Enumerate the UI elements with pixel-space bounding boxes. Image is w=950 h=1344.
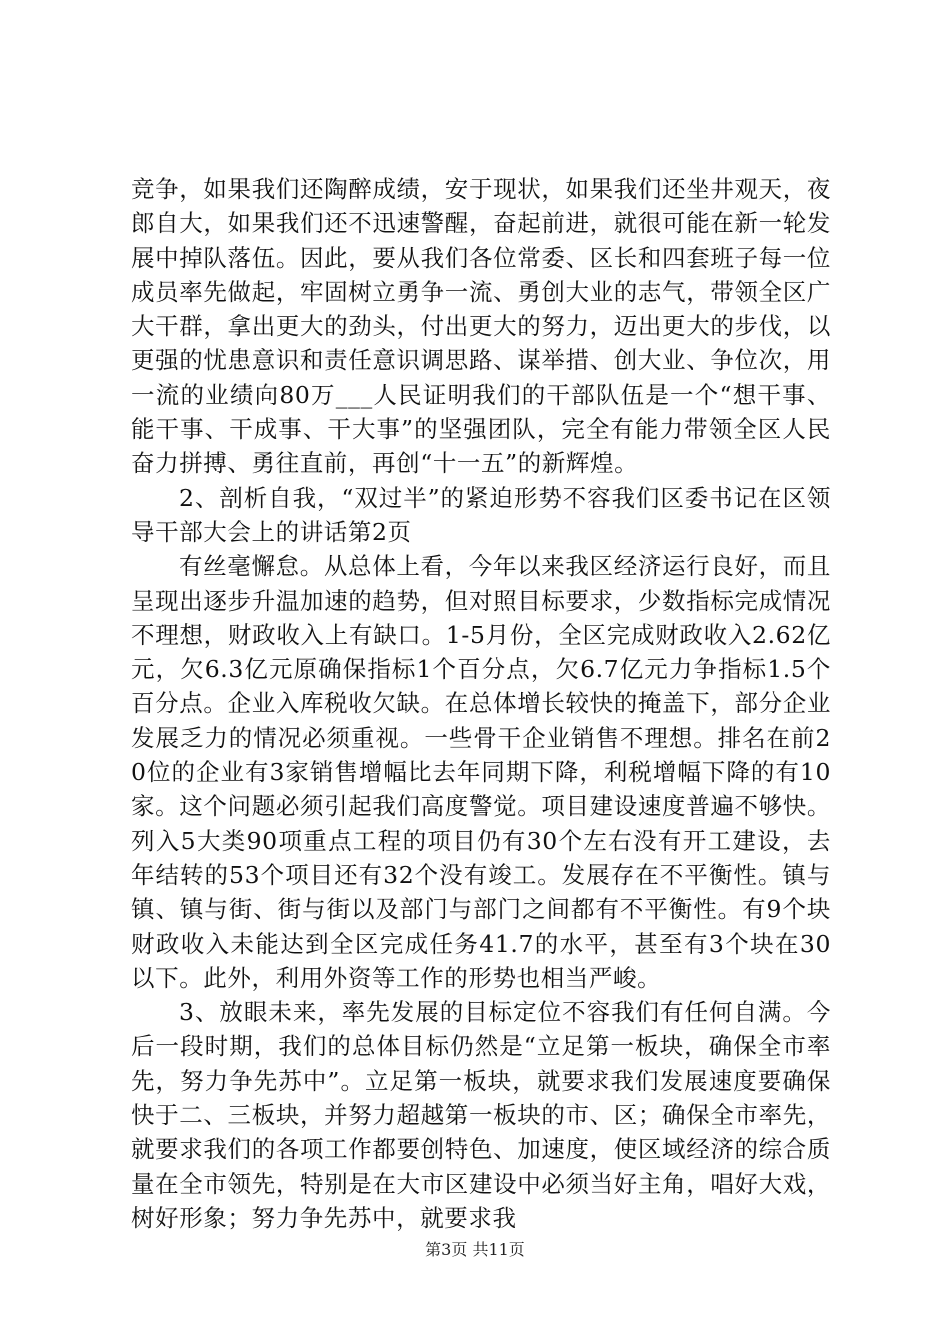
page-footer: 第3页 共11页 [425, 1240, 525, 1259]
paragraph-1: 竞争，如果我们还陶醉成绩，安于现状，如果我们还坐井观天，夜郎自大，如果我们还不迅速警醒，奋起前进，就很可能在新一轮发展中掉队落伍。因此，要从我们各位常委、区长和四套班子每一位成员率先做起，牢固树立勇争一流、勇创大业的志气，带领全区广大干群，拿出更大的劲头，付出更大的努力，迈出更大的步伐，以更强的忧患意识和责任意识调思路、谋举措、创大业、争位次，用一流的业绩向80万___人民证明我们的干部队伍是一个“想干事、能干事、干成事、干大事”的坚强团队，完全有能力带领全区人民奋力拼搏、勇往直前，再创“十一五”的新辉煌。 [131, 175, 831, 478]
paragraph-2: 2、剖析自我，“双过半”的紧迫形势不容我们区委书记在区领导干部大会上的讲话第2页 [131, 483, 831, 546]
body-text [131, 172, 831, 1235]
paragraph-3: 有丝毫懈怠。从总体上看，今年以来我区经济运行良好，而且呈现出逐步升温加速的趋势，但对照目标要求，少数指标完成情况不理想，财政收入上有缺口。1-5月份，全区完成财政收入2.62亿元，欠6.3亿元原确保指标1个百分点，欠6.7亿元力争指标1.5个百分点。企业入库税收欠缺。在总体增长较快的掩盖下，部分企业发展乏力的情况必须重视。一些骨干企业销售不理想。排名在前20位的企业有3家销售增幅比去年同期下降，利税增幅下降的有10家。这个问题必须引起我们高度警觉。项目建设速度普遍不够快。列入5大类90项重点工程的项目仍有30个左右没有开工建设，去年结转的53个项目还有32个没有竣工。发展存在不平衡性。镇与镇、镇与街、街与街以及部门与部门之间都有不平衡性。有9个块财政收入未能达到全区完成任务41.7的水平，甚至有3个块在30以下。此外，利用外资等工作的形势也相当严峻。 [131, 552, 831, 992]
paragraph-4: 3、放眼未来，率先发展的目标定位不容我们有任何自满。今后一段时期，我们的总体目标仍然是“立足第一板块，确保全市率先，努力争先苏中”。立足第一板块，就要求我们发展速度要确保快于二、三板块，并努力超越第一板块的市、区；确保全市率先，就要求我们的各项工作都要创特色、加速度，使区域经济的综合质量在全市领先，特别是在大市区建设中必须当好主角，唱好大戏，树好形象；努力争先苏中，就要求我 [131, 998, 831, 1232]
